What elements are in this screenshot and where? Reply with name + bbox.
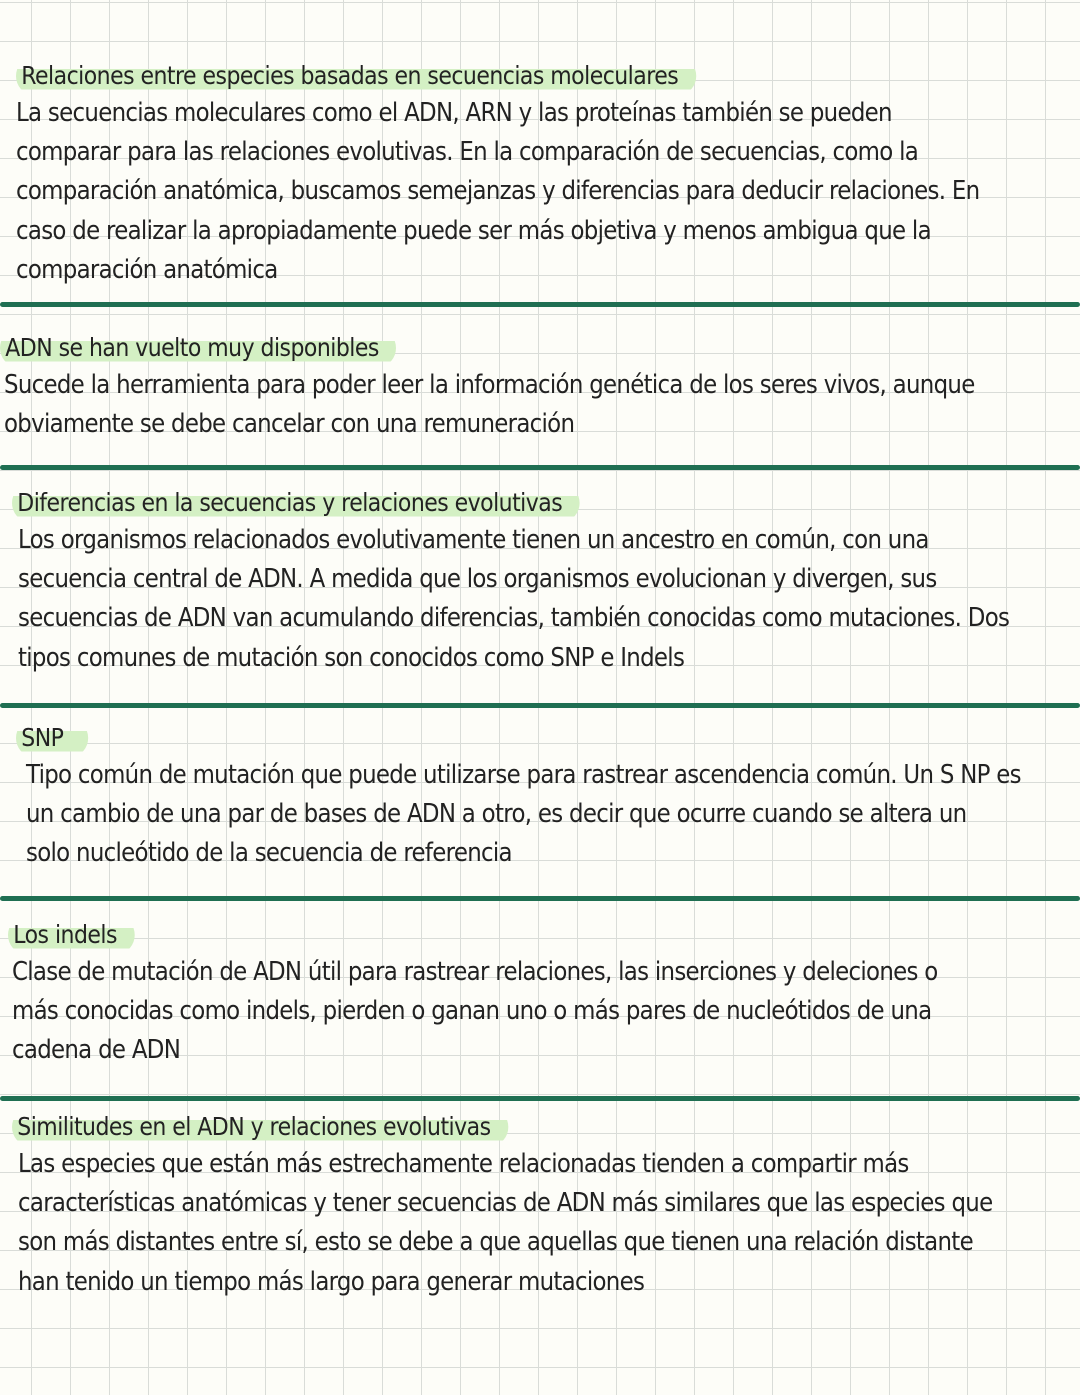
body-line: Las especies que están más estrechamente relacionadas tienden a compartir más: [18, 1149, 909, 1179]
body-line: tipos comunes de mutación son conocidos como SNP e Indels: [18, 642, 685, 673]
section-title: SNP: [16, 720, 88, 756]
body-line: secuencias de ADN van acumulando diferencias, también conocidas como mutaciones. Dos: [18, 603, 1010, 634]
section-body: [18, 521, 1010, 678]
body-line: Clase de mutación de ADN útil para rastrear relaciones, las inserciones y deleciones o: [12, 957, 938, 987]
section-body: [4, 366, 975, 444]
section-divider: [0, 703, 1080, 708]
section-title: Similitudes en el ADN y relaciones evolutivas: [12, 1109, 508, 1145]
body-line: caso de realizar la apropiadamente puede ser más objetiva y menos ambigua que la: [16, 215, 931, 246]
section-divider: [0, 896, 1080, 901]
body-line: obviamente se debe cancelar con una remuneración: [4, 409, 575, 440]
body-line: comparación anatómica: [16, 254, 278, 285]
body-line: más conocidas como indels, pierden o ganan uno o más pares de nucleótidos de una: [12, 996, 932, 1027]
body-line: solo nucleótido de la secuencia de referencia: [26, 838, 512, 869]
body-line: Tipo común de mutación que puede utilizarse para rastrear ascendencia común. Un S NP es: [26, 760, 1021, 790]
section-divider: [0, 1096, 1080, 1101]
section-molecular-relations: [0, 58, 1080, 290]
section-differences: [0, 485, 1080, 678]
body-line: un cambio de una par de bases de ADN a otro, es decir que ocurre cuando se altera un: [26, 799, 967, 830]
body-line: comparación anatómica, buscamos semejanzas y diferencias para deducir relaciones. En: [16, 176, 980, 207]
section-divider: [0, 302, 1080, 307]
section-body: [26, 756, 1021, 874]
body-line: secuencia central de ADN. A medida que los organismos evolucionan y divergen, sus: [18, 564, 937, 595]
body-line: Sucede la herramienta para poder leer la información genética de los seres vivos, aunque: [4, 370, 975, 400]
body-line: cadena de ADN: [12, 1035, 181, 1066]
body-line: han tenido un tiempo más largo para generar mutaciones: [18, 1266, 645, 1297]
body-line: características anatómicas y tener secuencias de ADN más similares que las especies que: [18, 1188, 993, 1219]
section-body: [12, 953, 952, 1071]
section-adn-available: [0, 330, 1080, 444]
section-indels: [0, 917, 1080, 1071]
section-divider: [0, 465, 1080, 470]
section-snp: [0, 720, 1080, 874]
body-line: son más distantes entre sí, esto se debe a que aquellas que tienen una relación distante: [18, 1227, 973, 1258]
body-line: Los organismos relacionados evolutivamente tienen un ancestro en común, con una: [18, 525, 929, 555]
body-line: comparar para las relaciones evolutivas. En la comparación de secuencias, como la: [16, 137, 919, 168]
section-title: Diferencias en la secuencias y relaciones evolutivas: [12, 485, 580, 521]
section-similarities: [0, 1109, 1080, 1302]
section-title: Los indels: [8, 917, 135, 953]
section-body: [18, 1145, 993, 1302]
section-body: [16, 94, 980, 290]
section-title: Relaciones entre especies basadas en secuencias moleculares: [16, 58, 696, 94]
body-line: La secuencias moleculares como el ADN, ARN y las proteínas también se pueden: [16, 98, 892, 128]
section-title: ADN se han vuelto muy disponibles: [0, 330, 396, 366]
